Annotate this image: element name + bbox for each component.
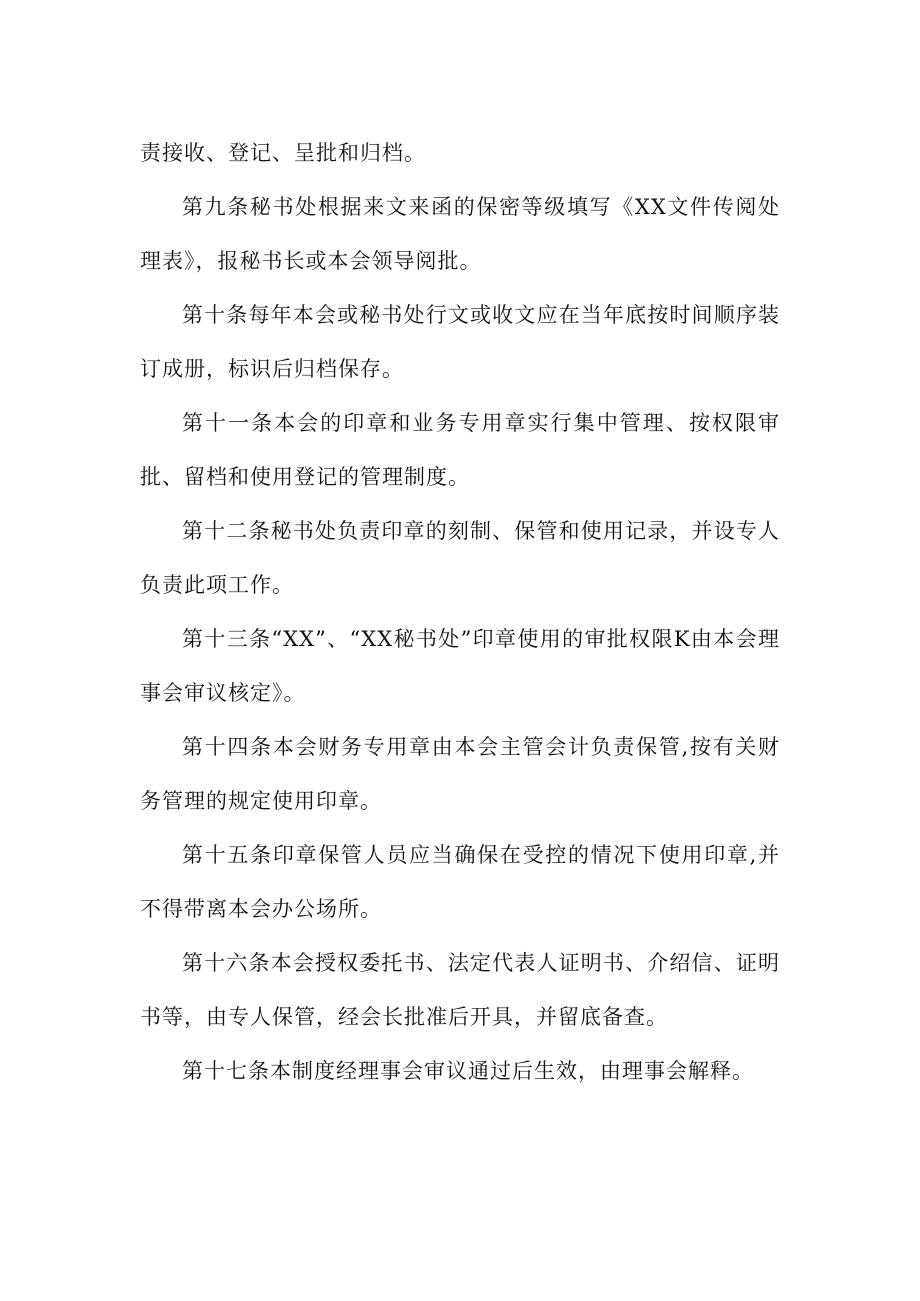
article-12: 第十二条秘书处负责印章的刻制、保管和使用记录，并设专人负责此项工作。 bbox=[140, 519, 780, 597]
article-11: 第十一条本会的印章和业务专用章实行集中管理、按权限审批、留档和使用登记的管理制度。 bbox=[140, 411, 780, 489]
paragraph-continuation: 责接收、登记、呈批和归档。 bbox=[140, 141, 426, 165]
article-10: 第十条每年本会或秘书处行文或收文应在当年底按时间顺序装订成册，标识后归档保存。 bbox=[140, 303, 780, 381]
article-9: 第九条秘书处根据来文来函的保密等级填写《XX文件传阅处理表》，报秘书长或本会领导阅批。 bbox=[140, 195, 780, 273]
article-17: 第十七条本制度经理事会审议通过后生效，由理事会解释。 bbox=[182, 1059, 754, 1083]
article-16: 第十六条本会授权委托书、法定代表人证明书、介绍信、证明书等，由专人保管，经会长批准后开具，并留底备查。 bbox=[140, 951, 780, 1029]
document-body bbox=[140, 126, 780, 1098]
article-15: 第十五条印章保管人员应当确保在受控的情况下使用印章,并不得带离本会办公场所。 bbox=[140, 843, 780, 921]
article-14: 第十四条本会财务专用章由本会主管会计负责保管,按有关财务管理的规定使用印章。 bbox=[140, 735, 780, 813]
article-13: 第十三条“XX”、“XX秘书处”印章使用的审批权限K由本会理事会审议核定》。 bbox=[140, 627, 780, 705]
